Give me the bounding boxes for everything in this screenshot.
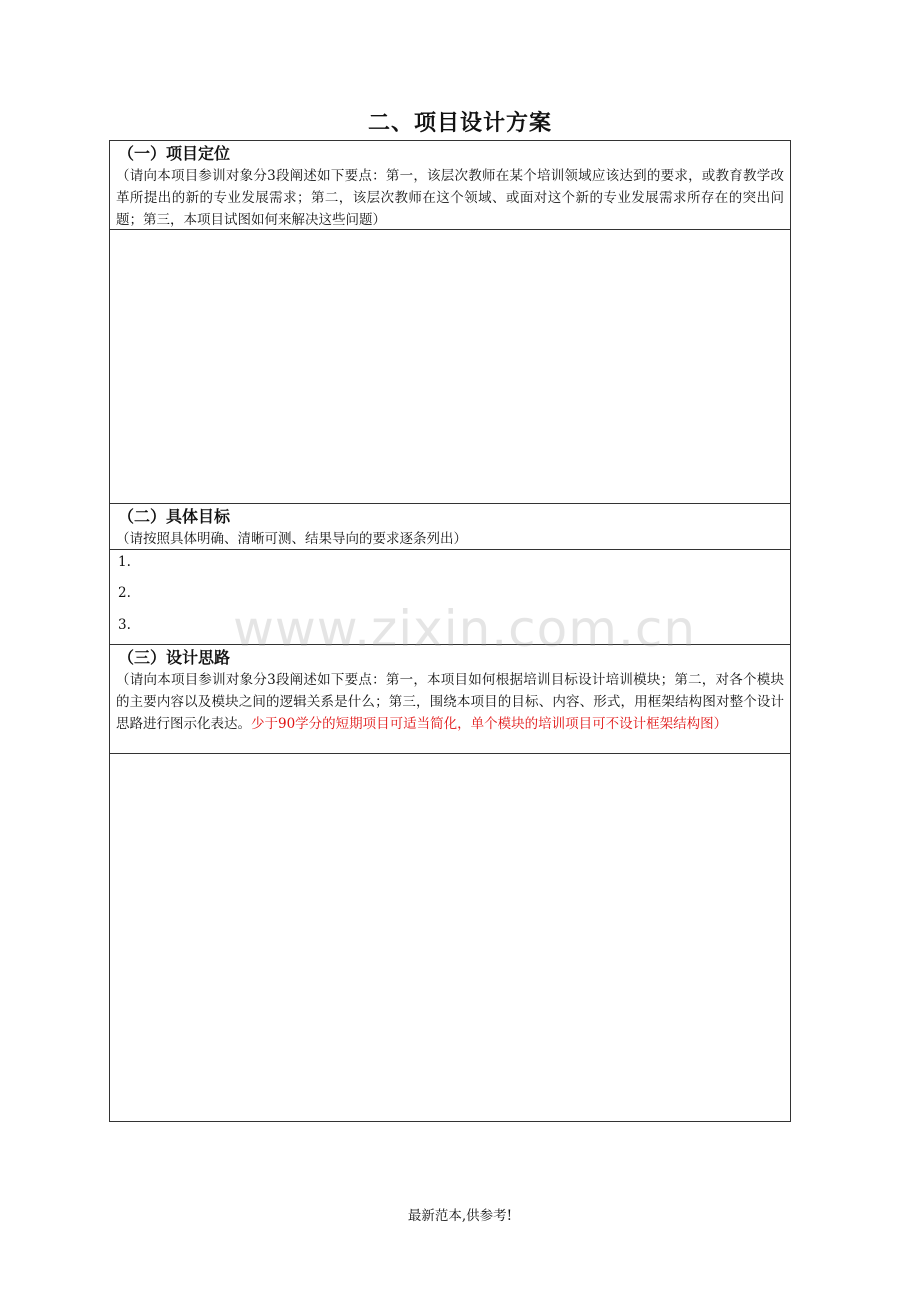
section-goals-header xyxy=(110,503,790,549)
section-instruction: （请向本项目参训对象分3段阐述如下要点：第一，该层次教师在某个培训领域应该达到的要求，或教育教学改革所提出的新的专业发展需求；第二，该层次教师在这个领域、或面对这个新的专业发展需求所存在的突出问题；第三，本项目试图如何来解决这些问题） xyxy=(116,168,784,228)
instruction-red-note: 少于90学分的短期项目可适当简化，单个模块的培训项目可不设计框架结构图） xyxy=(251,716,728,732)
section-instruction xyxy=(116,669,784,735)
section-design-header xyxy=(110,644,790,753)
section-heading: （三）设计思路 xyxy=(118,648,231,667)
section-instruction: （请按照具体明确、清晰可测、结果导向的要求逐条列出） xyxy=(116,531,467,547)
section-positioning-answer-area[interactable] xyxy=(110,229,790,503)
section-goals-answer-area[interactable] xyxy=(110,549,790,644)
section-heading: （二）具体目标 xyxy=(118,507,231,526)
goal-item: 2. xyxy=(118,585,131,601)
footer-note: 最新范本,供参考! xyxy=(407,1208,513,1224)
section-positioning-header xyxy=(110,141,790,229)
watermark: www.zixin.com.cn xyxy=(233,600,697,658)
design-plan-table xyxy=(109,140,791,1122)
goal-item: 3. xyxy=(118,617,131,633)
section-design-answer-area[interactable] xyxy=(110,753,790,1121)
instruction-text: （请向本项目参训对象分3段阐述如下要点：第一，本项目如何根据培训目标设计培训模块；第二，对各个模块的主要内容以及模块之间的逻辑关系是什么；第三，围绕本项目的目标、内容、形式，用框架结构图对整个设计思路进行图示化表达。 xyxy=(116,672,784,732)
section-heading: （一）项目定位 xyxy=(118,144,231,163)
page-title: 二、项目设计方案 xyxy=(367,111,552,136)
goal-item: 1. xyxy=(118,554,131,570)
